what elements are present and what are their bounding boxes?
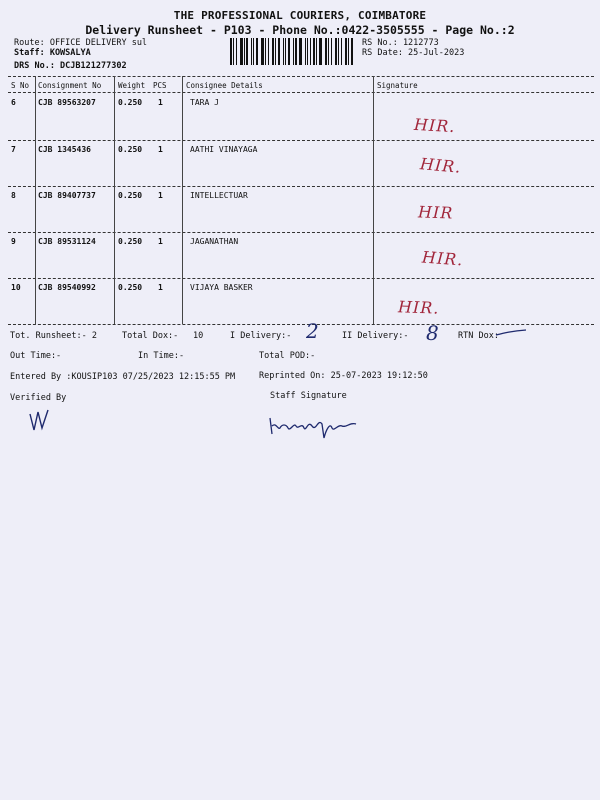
barcode-bar xyxy=(261,38,264,65)
entered-by: Entered By :KOUSIP103 07/25/2023 12:15:55 PM xyxy=(10,372,236,382)
barcode-bar xyxy=(316,38,317,65)
ii-delivery-label: II Delivery:- xyxy=(342,331,409,341)
column-divider xyxy=(373,76,374,324)
barcode-bar xyxy=(341,38,342,65)
table-top-rule xyxy=(8,76,594,77)
rtn-dox-dash-mark xyxy=(494,327,528,339)
barcode-bar xyxy=(240,38,243,65)
barcode-bar xyxy=(307,38,308,65)
staff-signature-mark xyxy=(266,410,362,442)
barcode-bar xyxy=(328,38,329,65)
barcode-bar xyxy=(233,38,234,65)
barcode-bar xyxy=(246,38,248,65)
barcode-bar xyxy=(351,38,353,65)
barcode-bar xyxy=(285,38,286,65)
barcode-bar xyxy=(283,38,284,65)
barcode xyxy=(230,38,356,65)
column-divider xyxy=(182,76,183,324)
col-header-consignment: Consignment No xyxy=(38,81,102,90)
rs-date: RS Date: 25-Jul-2023 xyxy=(362,48,465,58)
barcode-bar xyxy=(331,38,332,65)
row-pcs: 1 xyxy=(158,237,163,246)
verified-by-label: Verified By xyxy=(10,393,67,403)
col-header-consignee: Consignee Details xyxy=(186,81,263,90)
row-consignment: CJB 89540992 xyxy=(38,283,96,292)
total-pod: Total POD:- xyxy=(259,351,316,361)
col-header-pcs: PCS xyxy=(153,81,167,90)
barcode-bar xyxy=(251,38,252,65)
row-rule xyxy=(8,278,594,279)
barcode-bar xyxy=(313,38,315,65)
barcode-bar xyxy=(268,38,269,65)
total-dox-value: 10 xyxy=(193,331,204,341)
row-consignee: JAGANATHAN xyxy=(190,237,239,246)
row-signature: HIR xyxy=(417,202,454,223)
barcode-bar xyxy=(319,38,322,65)
row-signature: HIR. xyxy=(421,247,465,270)
row-weight: 0.250 xyxy=(118,283,143,292)
staff-label: Staff: KOWSALYA xyxy=(14,48,91,58)
row-sno: 10 xyxy=(11,283,21,292)
barcode-bar xyxy=(288,38,290,65)
row-consignment: CJB 89531124 xyxy=(38,237,96,246)
column-divider xyxy=(114,76,115,324)
drs-number: DRS No.: DCJB121277302 xyxy=(14,61,127,71)
rtn-dox-label: RTN Dox: xyxy=(458,331,499,341)
column-divider xyxy=(35,76,36,324)
total-dox-label: Total Dox:- xyxy=(122,331,179,341)
row-consignee: TARA J xyxy=(190,98,219,107)
out-time: Out Time:- xyxy=(10,351,62,361)
row-signature: HIR. xyxy=(397,297,440,318)
i-delivery-value: 2 xyxy=(306,319,319,343)
row-consignment: CJB 89563207 xyxy=(38,98,96,107)
barcode-bar xyxy=(348,38,349,65)
barcode-bar xyxy=(244,38,245,65)
rs-number: RS No.: 1212773 xyxy=(362,38,439,48)
barcode-bar xyxy=(335,38,337,65)
barcode-bar xyxy=(275,38,276,65)
row-consignee: AATHI VINAYAGA xyxy=(190,145,258,154)
barcode-bar xyxy=(295,38,297,65)
row-consignment: CJB 89407737 xyxy=(38,191,96,200)
row-rule xyxy=(8,186,594,187)
runsheet-title: Delivery Runsheet - P103 - Phone No.:0422-3505555 - Page No.:2 xyxy=(85,23,515,37)
row-signature: HIR. xyxy=(413,114,456,137)
barcode-bar xyxy=(256,38,258,65)
row-signature: HIR. xyxy=(419,154,463,177)
row-weight: 0.250 xyxy=(118,98,143,107)
company-name: THE PROFESSIONAL COURIERS, COIMBATORE xyxy=(173,9,427,22)
col-header-sno: S No xyxy=(11,81,30,90)
col-header-signature: Signature xyxy=(377,81,418,90)
ii-delivery-value: 8 xyxy=(426,321,439,345)
row-pcs: 1 xyxy=(158,283,163,292)
route-label: Route: OFFICE DELIVERY sul xyxy=(14,38,148,48)
col-header-weight: Weight xyxy=(118,81,146,90)
row-rule xyxy=(8,232,594,233)
row-sno: 6 xyxy=(11,98,16,107)
table-header-rule xyxy=(8,92,594,93)
row-pcs: 1 xyxy=(158,98,163,107)
in-time: In Time:- xyxy=(138,351,185,361)
row-weight: 0.250 xyxy=(118,145,143,154)
i-delivery-label: I Delivery:- xyxy=(230,331,292,341)
barcode-bar xyxy=(293,38,294,65)
barcode-bar xyxy=(278,38,281,65)
barcode-bar xyxy=(345,38,348,65)
barcode-bar xyxy=(272,38,274,65)
row-sno: 8 xyxy=(11,191,16,200)
barcode-bar xyxy=(305,38,306,65)
row-consignment: CJB 1345436 xyxy=(38,145,91,154)
row-weight: 0.250 xyxy=(118,191,143,200)
barcode-bar xyxy=(338,38,339,65)
row-pcs: 1 xyxy=(158,191,163,200)
tot-runsheet: Tot. Runsheet:- 2 xyxy=(10,331,97,341)
table-bottom-rule xyxy=(8,324,594,325)
row-rule xyxy=(8,140,594,141)
row-consignee: INTELLECTUAR xyxy=(190,191,248,200)
barcode-bar xyxy=(325,38,327,65)
row-sno: 7 xyxy=(11,145,16,154)
barcode-bar xyxy=(253,38,254,65)
staff-signature-label: Staff Signature xyxy=(270,391,347,401)
row-weight: 0.250 xyxy=(118,237,143,246)
verified-signature-mark xyxy=(26,404,66,434)
row-consignee: VIJAYA BASKER xyxy=(190,283,253,292)
barcode-bar xyxy=(230,38,232,65)
barcode-bar xyxy=(310,38,311,65)
row-pcs: 1 xyxy=(158,145,163,154)
barcode-bar xyxy=(299,38,302,65)
row-sno: 9 xyxy=(11,237,16,246)
barcode-bar xyxy=(236,38,237,65)
reprinted-on: Reprinted On: 25-07-2023 19:12:50 xyxy=(259,371,428,381)
barcode-bar xyxy=(265,38,266,65)
